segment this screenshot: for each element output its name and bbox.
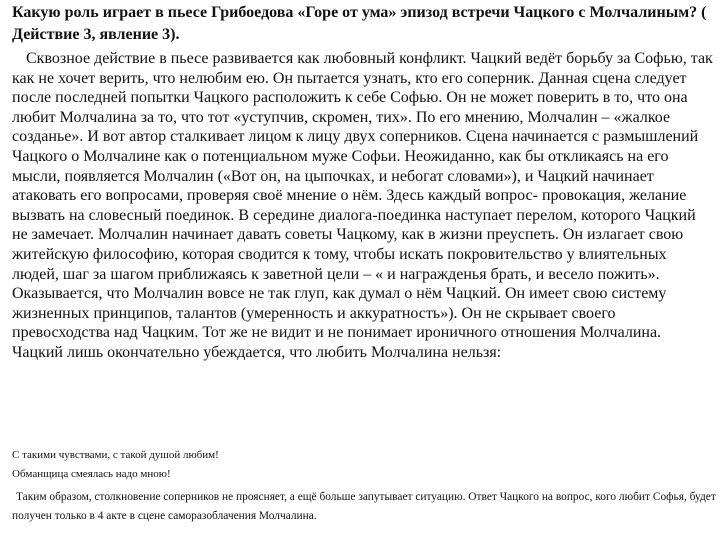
quote-line-2: Обманщица смеялась надо мною! [12,468,171,480]
document-title: Какую роль играет в пьесе Грибоедова «Горе от ума» эпизод встречи Чацкого с Молчалиным? ( Действие 3, явление 3). [12,4,707,43]
main-paragraph: Сквозное действие в пьесе развивается как любовный конфликт. Чацкий ведёт борьбу за Софью, так как не хочет верить, что нелюбим ею. Он пытается узнать, кто его соперник. Данная сцена следует после последней попытки Чацкого расположить к себе Софью. Он не может поверить в то, что она любит Молчалина за то, что тот «уступчив, скромен, тих». По его мнению, Молчалин – «жалкое созданье». И вот автор сталкивает лицом к лицу двух соперников. Сцена начинается с размышлений Чацкого о Молчалине как о потенциальном муже Софьи. Неожиданно, как бы откликаясь на его мысли, появляется Молчалин («Вот он, на цыпочках, и небогат словами»), и Чацкий начинает атаковать его вопросами, проверяя своё мнение о нём. Здесь каждый вопрос- провокация, желание вызвать на словесный поединок. В середине диалога-поединка наступает перелом, которого Чацкий не замечает. Молчалин начинает давать советы Чацкому, как в жизни преуспеть. Он излагает свою житейскую философию, которая сводится к тому, чтобы искать покровительство у влиятельных людей, шаг за шагом приближаясь к заветной цели – « и награжденья брать, и весело пожить». Оказывается, что Молчалин вовсе не так глуп, как думал о нём Чацкий. Он имеет свою систему жизненных принципов, талантов (умеренность и аккуратность»). Он не скрывает своего превосходства над Чацким. Тот же не видит и не понимает ироничного отношения Молчалина. Чацкий лишь окончательно убеждается, что любить Молчалина нельзя: [12,50,713,361]
quote-line-1: С такими чувствами, с такой душой любим! [12,449,219,461]
closing-paragraph: Таким образом, столкновение соперников не проясняет, а ещё больше запутывает ситуацию. Ответ Чацкого на вопрос, кого любит Софья, будет получен только в 4 акте в сцене саморазоблачения Молчалина. [12,491,716,522]
